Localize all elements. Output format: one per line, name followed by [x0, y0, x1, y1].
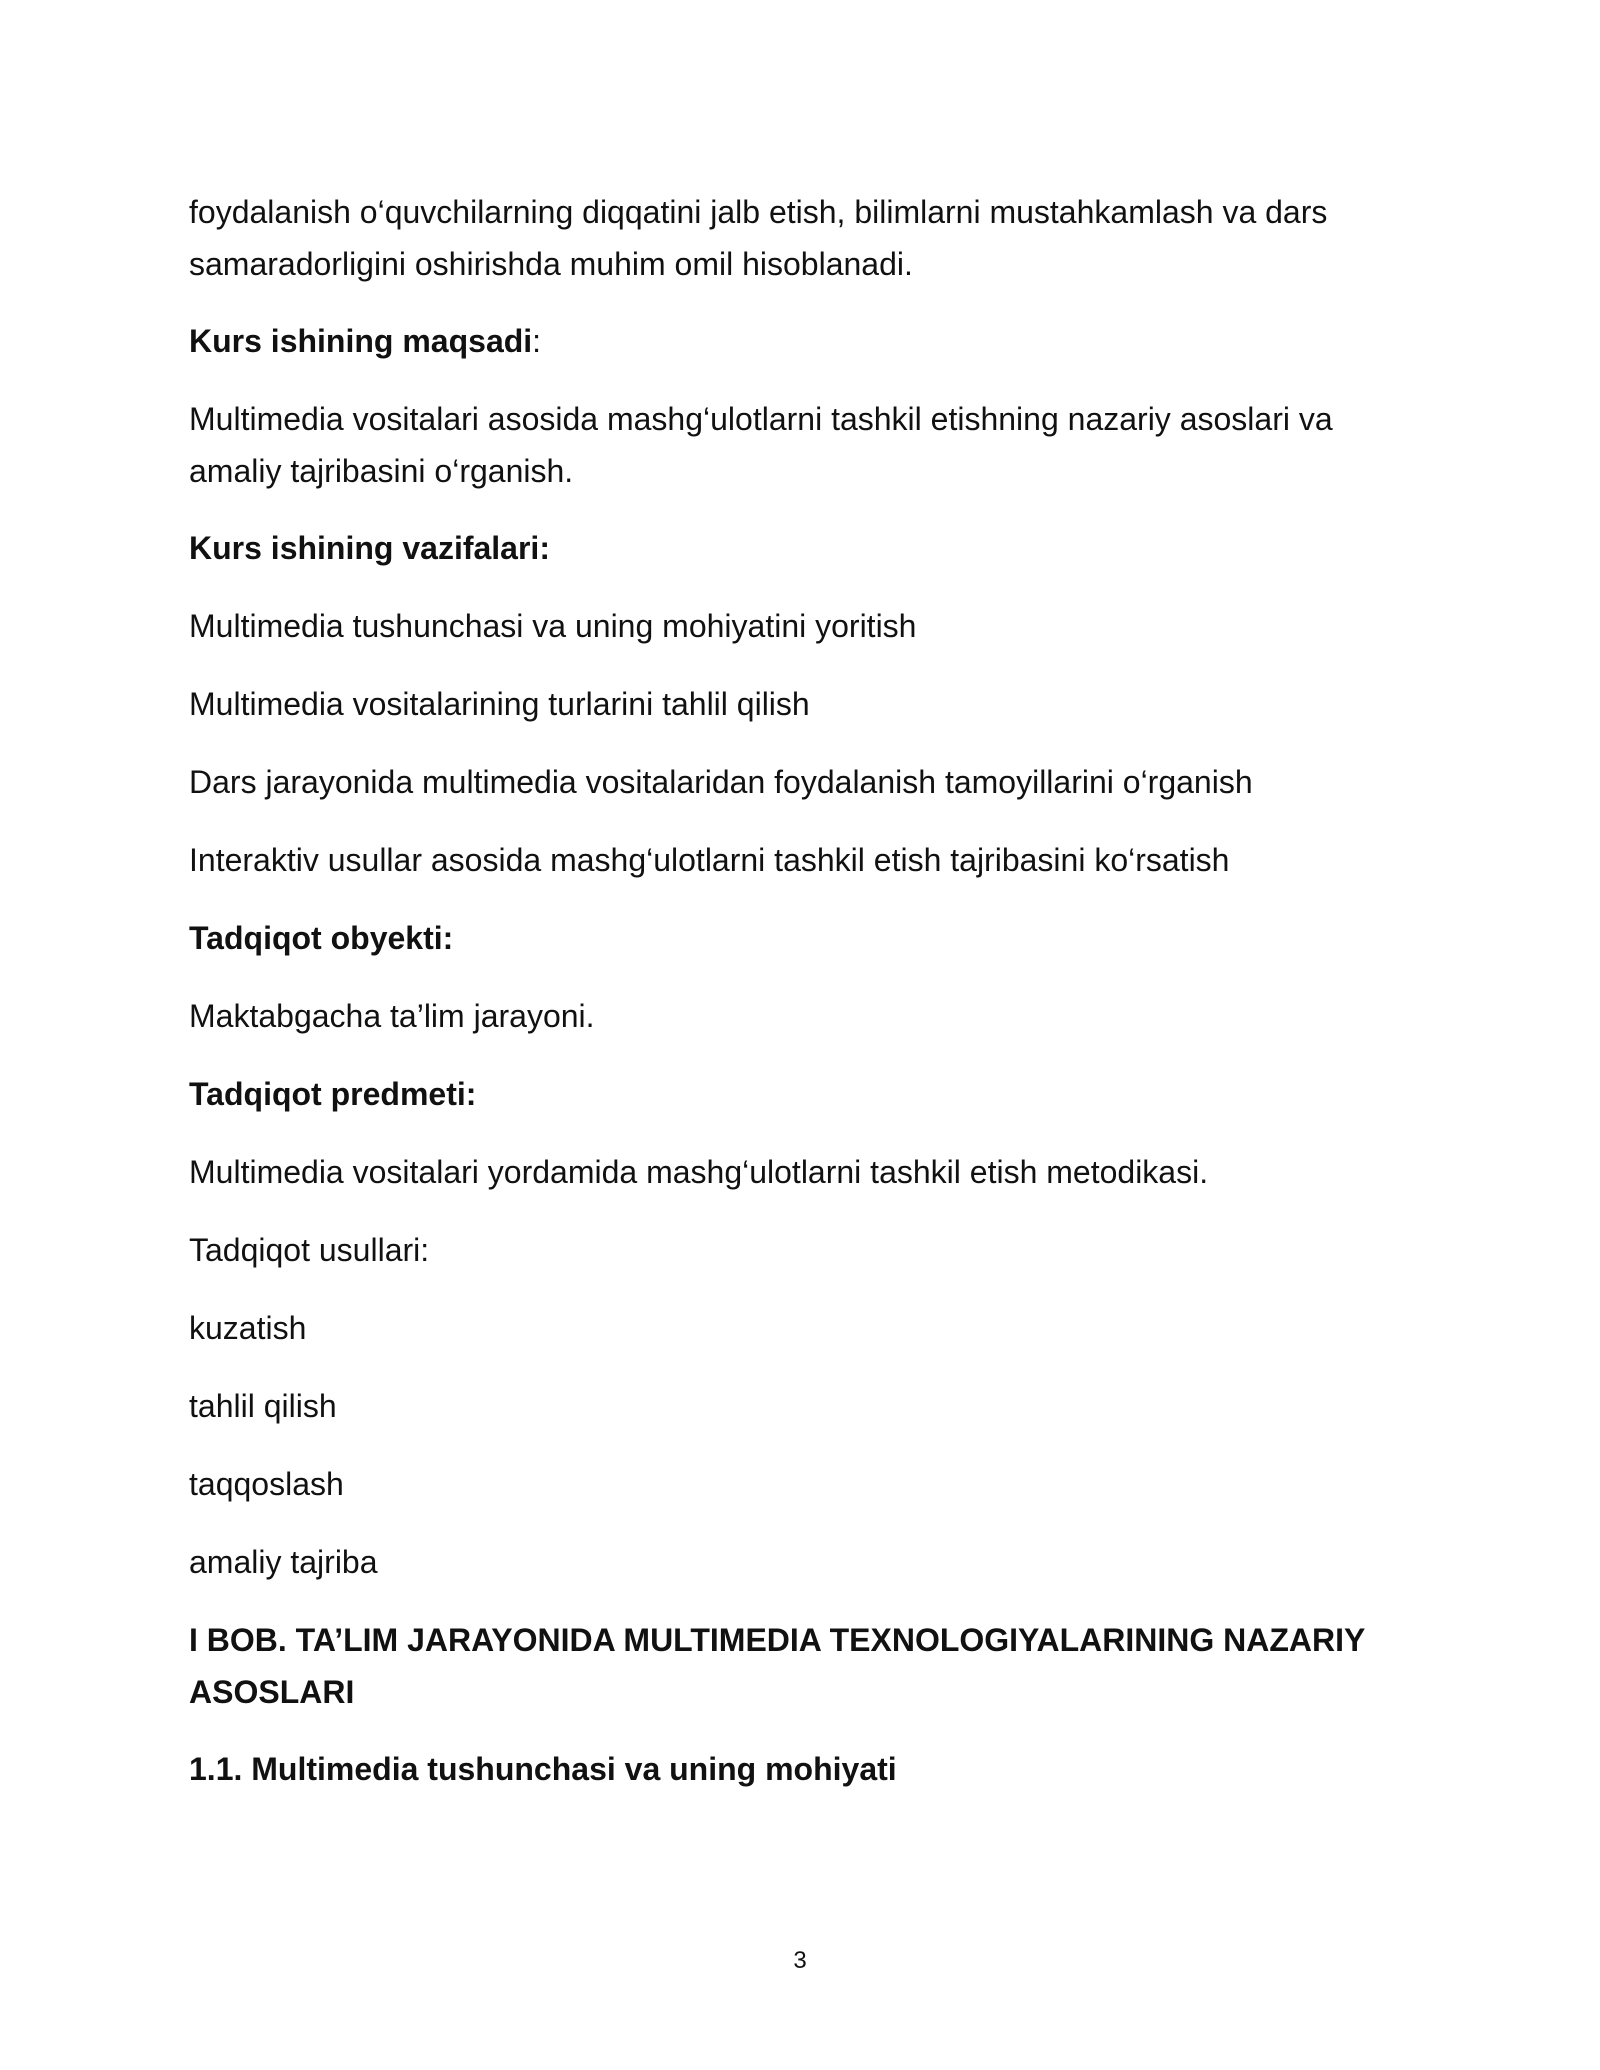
section-heading: 1.1. Multimedia tushunchasi va uning mohiyati [189, 1751, 897, 1787]
chapter-heading [189, 1614, 1419, 1718]
page-number: 3 [793, 1947, 807, 1974]
object-heading: Tadqiqot obyekti: [189, 920, 454, 956]
chapter-heading-line-1: I BOB. TA’LIM JARAYONIDA MULTIMEDIA TEXNOLOGIYALARINING NAZARIY [189, 1622, 1366, 1658]
task-item-1: Multimedia tushunchasi va uning mohiyatini yoritish [189, 608, 917, 644]
method-item-3: taqqoslash [189, 1466, 344, 1502]
intro-line-1: foydalanish o‘quvchilarning diqqatini jalb etish, bilimlarni mustahkamlash va dars [189, 194, 1328, 230]
aim-heading: Kurs ishining maqsadi [189, 323, 533, 359]
subject-heading: Tadqiqot predmeti: [189, 1076, 477, 1112]
aim-heading-paragraph [189, 315, 1419, 367]
object-text: Maktabgacha ta’lim jarayoni. [189, 998, 595, 1034]
method-item-1: kuzatish [189, 1310, 307, 1346]
aim-line-2: amaliy tajribasini o‘rganish. [189, 453, 574, 489]
chapter-heading-line-2: ASOSLARI [189, 1674, 355, 1710]
task-item-2: Multimedia vositalarining turlarini tahlil qilish [189, 686, 810, 722]
page-body [189, 186, 1419, 1820]
task-item-3: Dars jarayonida multimedia vositalaridan foydalanish tamoyillarini o‘rganish [189, 764, 1253, 800]
intro-line-2: samaradorligini oshirishda muhim omil hisoblanadi. [189, 246, 913, 282]
aim-heading-colon: : [532, 323, 542, 359]
intro-paragraph [189, 186, 1419, 290]
method-item-4: amaliy tajriba [189, 1544, 378, 1580]
tasks-heading: Kurs ishining vazifalari: [189, 530, 550, 566]
method-item-2: tahlil qilish [189, 1388, 337, 1424]
task-item-4: Interaktiv usullar asosida mashg‘ulotlarni tashkil etish tajribasini ko‘rsatish [189, 842, 1230, 878]
subject-text: Multimedia vositalari yordamida mashg‘ulotlarni tashkil etish metodikasi. [189, 1154, 1209, 1190]
methods-heading: Tadqiqot usullari: [189, 1232, 430, 1268]
aim-line-1: Multimedia vositalari asosida mashg‘ulotlarni tashkil etishning nazariy asoslari va [189, 401, 1333, 437]
aim-paragraph [189, 393, 1419, 497]
